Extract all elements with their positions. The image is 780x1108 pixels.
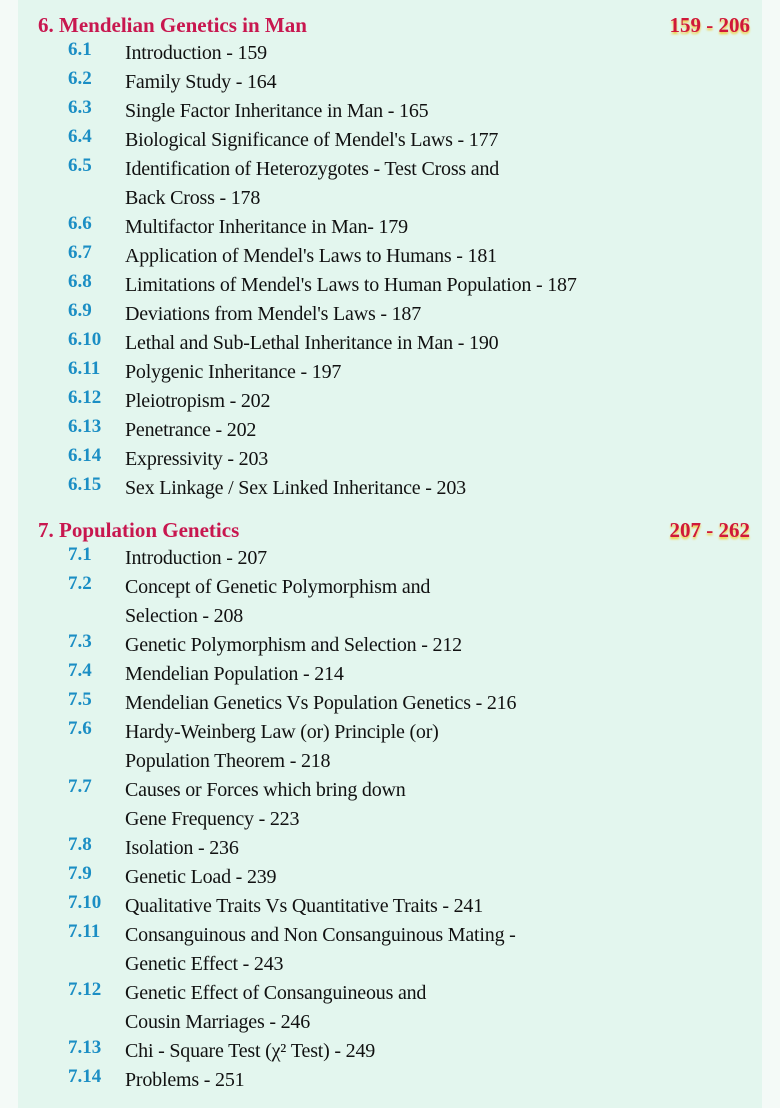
toc-entry [0, 776, 780, 805]
section-title: Population Theorem - 218 [125, 750, 331, 772]
chapter-title: 6. Mendelian Genetics in Man [38, 13, 307, 37]
section-number: 6.15 [68, 474, 102, 495]
section-title: Selection - 208 [125, 605, 244, 627]
chapter-page-range: 207 - 262 [669, 518, 750, 542]
section-title: Hardy-Weinberg Law (or) Principle (or) [125, 721, 439, 743]
toc-entry [0, 184, 780, 213]
section-list [0, 544, 780, 1095]
toc-entry [0, 358, 780, 387]
section-number: 7.1 [68, 544, 92, 565]
chapter-heading [38, 515, 750, 545]
toc-entry [0, 689, 780, 718]
toc-entry [0, 271, 780, 300]
section-number: 7.13 [68, 1037, 102, 1058]
section-title: Problems - 251 [125, 1069, 245, 1091]
section-title: Multifactor Inheritance in Man- 179 [125, 216, 408, 238]
section-number: 6.10 [68, 329, 102, 350]
chapter-page-range: 159 - 206 [669, 13, 750, 37]
section-number: 6.8 [68, 271, 92, 292]
section-number: 7.12 [68, 979, 102, 1000]
section-title: Deviations from Mendel's Laws - 187 [125, 303, 421, 325]
toc-entry [0, 445, 780, 474]
section-number: 7.14 [68, 1066, 102, 1087]
toc-entry [0, 834, 780, 863]
section-number: 7.4 [68, 660, 92, 681]
section-title: Biological Significance of Mendel's Laws - 177 [125, 129, 499, 151]
section-title: Penetrance - 202 [125, 419, 257, 441]
toc-entry [0, 213, 780, 242]
section-number: 6.12 [68, 387, 102, 408]
section-number: 7.7 [68, 776, 92, 797]
toc-entry [0, 1037, 780, 1066]
section-title: Concept of Genetic Polymorphism and [125, 576, 431, 598]
toc-entry [0, 97, 780, 126]
section-title: Gene Frequency - 223 [125, 808, 300, 830]
toc-entry [0, 602, 780, 631]
section-title: Genetic Effect - 243 [125, 953, 284, 975]
section-number: 7.10 [68, 892, 102, 913]
section-number: 7.2 [68, 573, 92, 594]
section-number: 6.1 [68, 39, 92, 60]
toc-entry [0, 416, 780, 445]
section-number: 6.5 [68, 155, 92, 176]
section-title: Genetic Effect of Consanguineous and [125, 982, 427, 1004]
toc-entry [0, 979, 780, 1008]
section-title: Introduction - 159 [125, 42, 267, 64]
toc-entry [0, 921, 780, 950]
section-number: 7.9 [68, 863, 92, 884]
toc-entry [0, 631, 780, 660]
section-title: Consanguinous and Non Consanguinous Mating - [125, 924, 516, 946]
section-title: Family Study - 164 [125, 71, 277, 93]
section-number: 7.6 [68, 718, 92, 739]
toc-entry [0, 474, 780, 503]
section-number: 7.3 [68, 631, 92, 652]
toc-entry [0, 387, 780, 416]
section-number: 6.9 [68, 300, 92, 321]
chapter-heading [38, 10, 750, 40]
toc-entry [0, 1066, 780, 1095]
section-number: 7.5 [68, 689, 92, 710]
section-title: Cousin Marriages - 246 [125, 1011, 311, 1033]
section-number: 6.7 [68, 242, 92, 263]
section-number: 6.4 [68, 126, 92, 147]
toc-entry [0, 300, 780, 329]
section-number: 6.14 [68, 445, 102, 466]
toc-entry [0, 242, 780, 271]
toc-entry [0, 718, 780, 747]
section-title: Introduction - 207 [125, 547, 267, 569]
section-number: 6.2 [68, 68, 92, 89]
toc-entry [0, 863, 780, 892]
section-list [0, 39, 780, 503]
toc-entry [0, 39, 780, 68]
toc-entry [0, 1008, 780, 1037]
toc-entry [0, 805, 780, 834]
section-title: Chi - Square Test (χ² Test) - 249 [125, 1040, 376, 1062]
section-title: Polygenic Inheritance - 197 [125, 361, 342, 383]
section-title: Expressivity - 203 [125, 448, 269, 470]
section-title: Causes or Forces which bring down [125, 779, 406, 801]
toc-entry [0, 544, 780, 573]
toc-entry [0, 747, 780, 776]
section-title: Isolation - 236 [125, 837, 239, 859]
toc-entry [0, 155, 780, 184]
section-title: Single Factor Inheritance in Man - 165 [125, 100, 429, 122]
section-number: 7.8 [68, 834, 92, 855]
section-number: 6.13 [68, 416, 102, 437]
section-title: Qualitative Traits Vs Quantitative Traits - 241 [125, 895, 484, 917]
section-title: Sex Linkage / Sex Linked Inheritance - 203 [125, 477, 466, 499]
section-number: 6.11 [68, 358, 101, 379]
section-title: Application of Mendel's Laws to Humans - 181 [125, 245, 497, 267]
section-title: Mendelian Population - 214 [125, 663, 344, 685]
section-title: Genetic Load - 239 [125, 866, 277, 888]
section-title: Mendelian Genetics Vs Population Genetics - 216 [125, 692, 517, 714]
section-title: Identification of Heterozygotes - Test Cross and [125, 158, 500, 180]
section-number: 7.11 [68, 921, 101, 942]
section-title: Pleiotropism - 202 [125, 390, 271, 412]
toc-entry [0, 573, 780, 602]
chapter-title: 7. Population Genetics [38, 518, 240, 542]
toc-entry [0, 68, 780, 97]
toc-entry [0, 660, 780, 689]
toc-entry [0, 329, 780, 358]
toc-entry [0, 126, 780, 155]
section-title: Limitations of Mendel's Laws to Human Population - 187 [125, 274, 577, 296]
toc-entry [0, 950, 780, 979]
toc-entry [0, 892, 780, 921]
section-title: Back Cross - 178 [125, 187, 261, 209]
section-number: 6.6 [68, 213, 92, 234]
section-title: Lethal and Sub-Lethal Inheritance in Man - 190 [125, 332, 499, 354]
section-number: 6.3 [68, 97, 92, 118]
section-title: Genetic Polymorphism and Selection - 212 [125, 634, 462, 656]
